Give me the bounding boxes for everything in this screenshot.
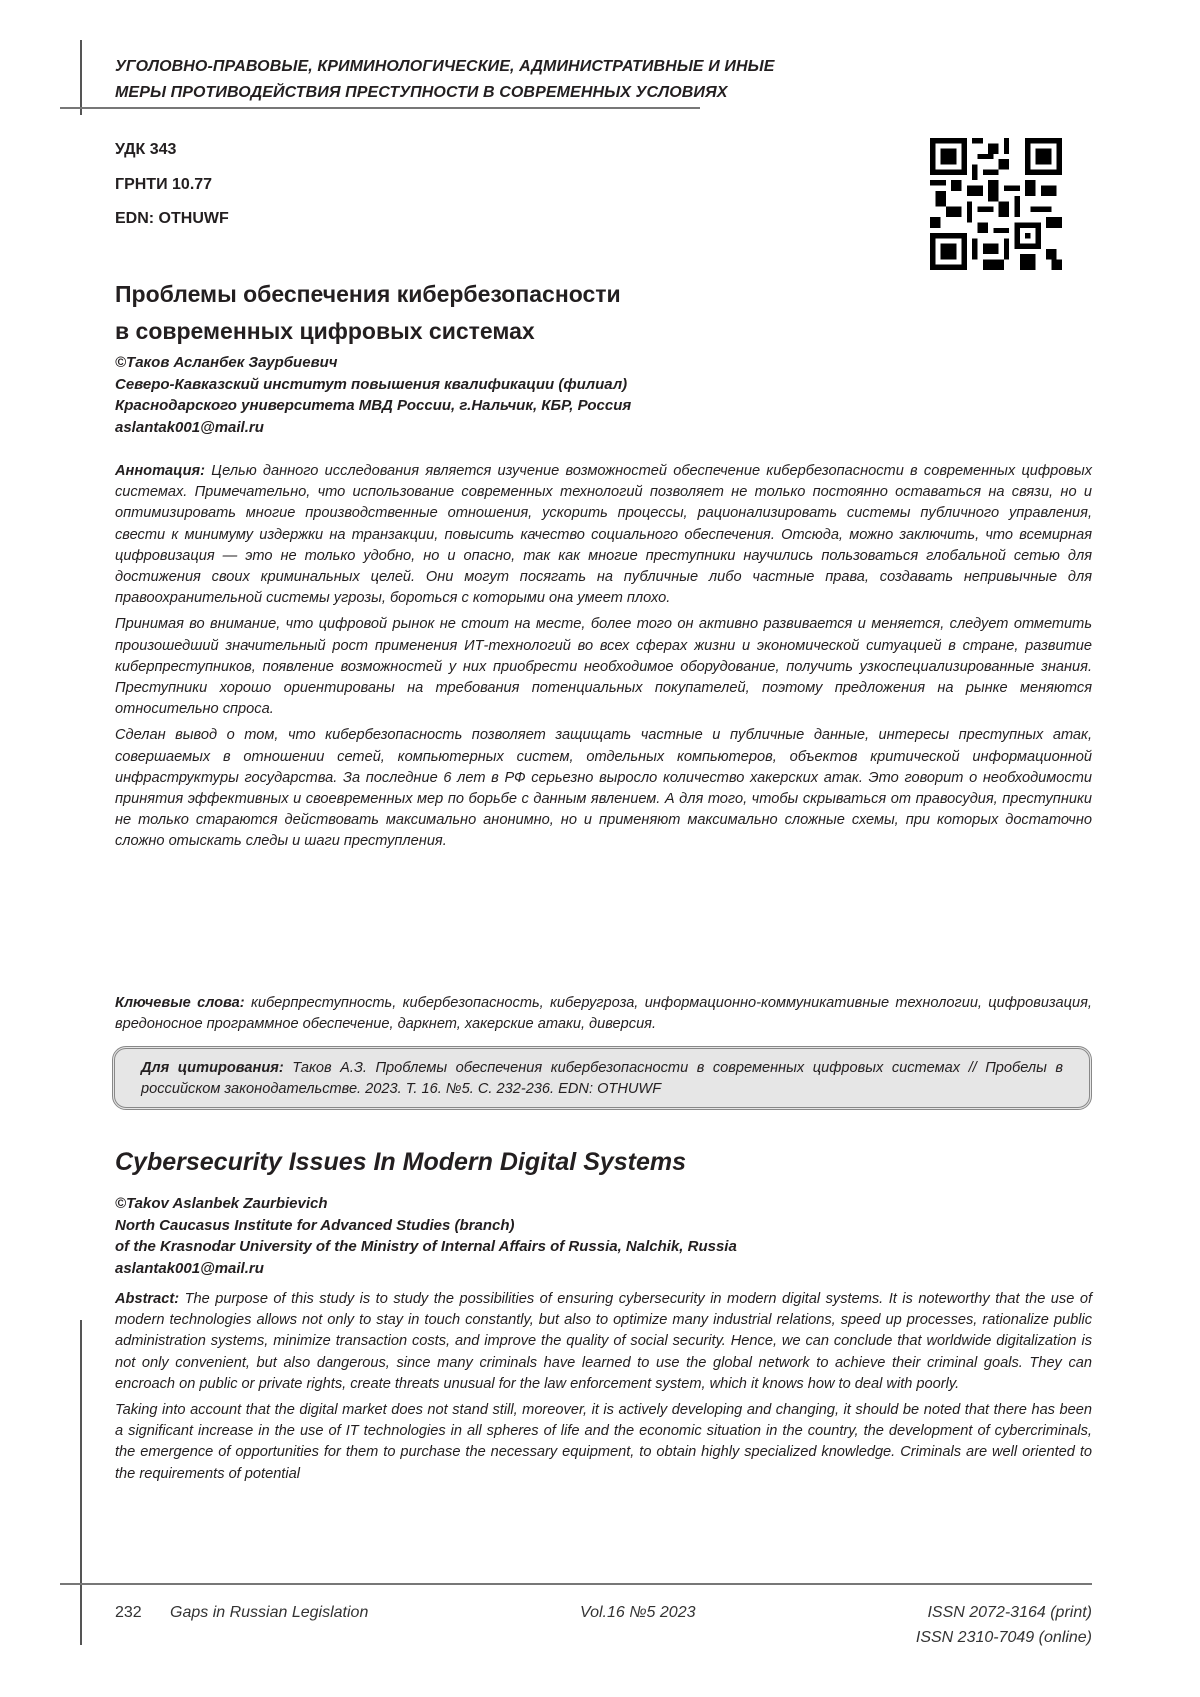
- grnti: ГРНТИ 10.77: [115, 176, 212, 194]
- header-rule: [60, 107, 700, 109]
- keywords-label: Ключевые слова:: [115, 995, 245, 1011]
- abstract-ru: [115, 461, 1092, 858]
- article-title-en: Cybersecurity Issues In Modern Digital Systems: [115, 1148, 686, 1177]
- author-affiliation: Северо-Кавказский институт повышения квалификации (филиал): [115, 374, 631, 396]
- author-block-ru: [115, 352, 631, 438]
- journal-name: Gaps in Russian Legislation: [170, 1604, 368, 1622]
- margin-rule-top: [80, 40, 82, 115]
- running-head-line: МЕРЫ ПРОТИВОДЕЙСТВИЯ ПРЕСТУПНОСТИ В СОВРЕМЕННЫХ УСЛОВИЯХ: [115, 80, 775, 106]
- issn-print: ISSN 2072-3164 (print): [927, 1604, 1092, 1622]
- issn-online: ISSN 2310-7049 (online): [916, 1629, 1092, 1647]
- footer-rule: [60, 1583, 1092, 1585]
- abstract-paragraph: Сделан вывод о том, что кибербезопасность позволяет защищать частные и публичные данные, интересы преступных атак, совершаемых в отношении сетей, компьютерных систем, отдельных компьютеров, объектов критической информационной инфраструктуры государства. За последние 6 лет в РФ серьезно выросло количество хакерских атак. Это говорит о необходимости принятия эффективных и своевременных мер по борьбе с данным явлением. А для того, чтобы скрываться от правосудия, преступники не только стараются действовать максимально анонимно, но и применяют максимально сложные схемы, при которых достаточно сложно отыскать следы и шаги преступления.: [115, 725, 1092, 852]
- citation-label: Для цитирования:: [141, 1060, 284, 1076]
- abstract-label: Abstract:: [115, 1291, 179, 1307]
- abstract-label: Аннотация:: [115, 463, 205, 479]
- title-line: в современных цифровых системах: [115, 313, 621, 350]
- author-affiliation: Краснодарского университета МВД России, г.Нальчик, КБР, Россия: [115, 395, 631, 417]
- abstract-en: [115, 1289, 1092, 1490]
- author-affiliation: North Caucasus Institute for Advanced Studies (branch): [115, 1215, 737, 1237]
- keywords-text: киберпреступность, кибербезопасность, киберугроза, информационно-коммуникативные технологии, цифровизация, вредоносное программное обеспечение, даркнет, хакерские атаки, диверсия.: [115, 995, 1092, 1032]
- author-email[interactable]: aslantak001@mail.ru: [115, 1258, 737, 1280]
- author-name: ©Таков Асланбек Заурбиевич: [115, 352, 631, 374]
- citation-text: Таков А.З. Проблемы обеспечения кибербезопасности в современных цифровых системах // Пробелы в российском законодательстве. 2023. Т. 16. №5. С. 232-236. EDN: OTHUWF: [141, 1060, 1063, 1097]
- title-line: Проблемы обеспечения кибербезопасности: [115, 276, 621, 313]
- abstract-paragraph: Целью данного исследования является изучение возможностей обеспечение кибербезопасности в современных цифровых системах. Примечательно, что использование современных технологий позволяет не только постоянно оставаться на связи, но и оптимизировать многие производственные отношения, ускорить процессы, рационализировать системы публичного управления, свести к минимуму издержки на транзакции, повысить качество социального обеспечения. Отсюда, можно заключить, что всемирная цифровизация — это не только удобно, но и опасно, так как многие преступники научились пользоваться глобальной сетью для достижения своих криминальных целей. Они могут посягать на публичные либо частные права, создавать непривычные для правоохранительной системы угрозы, бороться с которыми она умеет плохо.: [115, 463, 1092, 606]
- author-email[interactable]: aslantak001@mail.ru: [115, 417, 631, 439]
- abstract-paragraph: Принимая во внимание, что цифровой рынок не стоит на месте, более того он активно развивается и меняется, следует отметить произошедший значительный рост применения ИТ-технологий во всех сферах жизни и экономической ситуацией в стране, развитие киберпреступников, появление возможностей у них приобрести необходимое оборудование, получить узкоспециализированные знания. Преступники хорошо ориентированы на требования потенциальных покупателей, поэтому предложения на рынке меняются относительно спроса.: [115, 614, 1092, 720]
- edn: EDN: OTHUWF: [115, 210, 229, 228]
- margin-rule-bottom: [80, 1320, 82, 1645]
- article-title-ru: [115, 276, 621, 350]
- udk: УДК 343: [115, 141, 176, 159]
- page-number: 232: [115, 1604, 142, 1622]
- issue-info: Vol.16 №5 2023: [580, 1604, 695, 1622]
- running-head: [115, 54, 775, 106]
- abstract-paragraph: Taking into account that the digital market does not stand still, moreover, it is actively developing and changing, it should be noted that there has been a significant increase in the use of IT technologies in all spheres of life and the economic situation in the country, the development of cybercriminals, the emergence of opportunities for them to purchase the necessary equipment, to obtain highly specialized knowledge. Criminals are well oriented to the requirements of potential: [115, 1400, 1092, 1485]
- qr-code: [930, 138, 1062, 270]
- keywords-ru: [115, 993, 1092, 1035]
- author-name: ©Takov Aslanbek Zaurbievich: [115, 1193, 737, 1215]
- author-block-en: [115, 1193, 737, 1279]
- citation-box: [112, 1046, 1092, 1110]
- running-head-line: УГОЛОВНО-ПРАВОВЫЕ, КРИМИНОЛОГИЧЕСКИЕ, АДМИНИСТРАТИВНЫЕ И ИНЫЕ: [115, 54, 775, 80]
- abstract-paragraph: The purpose of this study is to study the possibilities of ensuring cybersecurity in modern digital systems. It is noteworthy that the use of modern technologies allows not only to stay in touch constantly, but also to optimize many industrial relations, speed up processes, rationalize public administration systems, minimize transaction costs, and improve the quality of social security. Hence, we can conclude that worldwide digitalization is not only convenient, but also dangerous, since many criminals have learned to use the global network to achieve their criminal goals. They can encroach on public or private rights, create threats unusual for the law enforcement system, which it knows how to deal with poorly.: [115, 1291, 1092, 1392]
- author-affiliation: of the Krasnodar University of the Ministry of Internal Affairs of Russia, Nalchik, Russia: [115, 1236, 737, 1258]
